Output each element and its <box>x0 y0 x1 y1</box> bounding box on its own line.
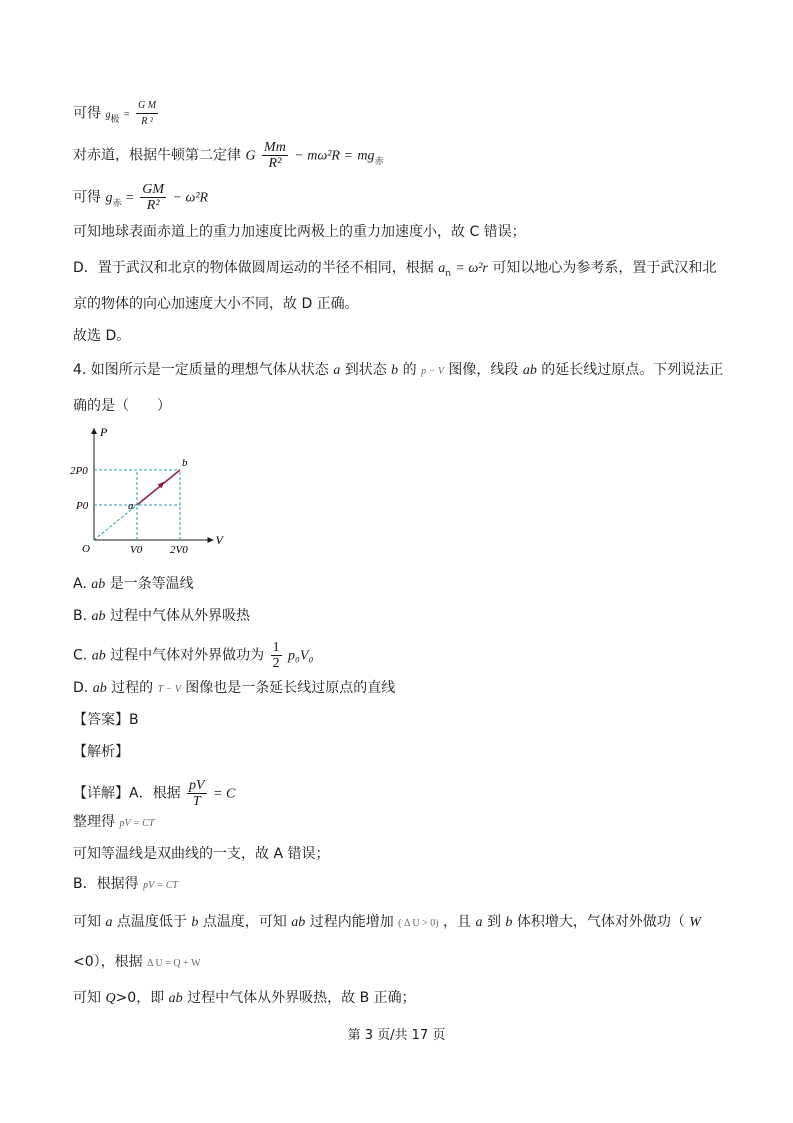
symbol: pV = CT <box>119 818 155 829</box>
option-a[interactable] <box>73 574 194 595</box>
denominator: R² <box>146 198 160 213</box>
text: 可知以地心为参考系，置于武汉和北 <box>492 260 717 276</box>
subscript: 赤 <box>374 156 384 167</box>
symbol: ab <box>291 915 306 930</box>
pv-chart <box>70 424 230 564</box>
detail-b-line4 <box>73 988 416 1009</box>
option-d[interactable] <box>73 678 395 700</box>
symbol: T − V <box>157 684 181 695</box>
numerator: G M <box>136 98 158 114</box>
denominator: T <box>192 794 201 809</box>
symbol: ab <box>522 363 537 378</box>
text: 可得 <box>73 189 101 206</box>
fraction-gm-r2 <box>140 182 166 213</box>
text: 整理得 <box>73 814 115 830</box>
symbol: ab <box>168 991 183 1006</box>
detail-b-line2 <box>73 912 701 934</box>
point-label-a: a <box>128 500 134 512</box>
symbol: b <box>191 915 199 930</box>
subscript: 极 <box>110 114 120 125</box>
text: D. <box>73 680 89 696</box>
symbol: p − V <box>421 366 444 377</box>
symbol: ab <box>92 681 107 696</box>
term: = ω²r <box>455 261 488 276</box>
line-gpole: 可得 $g_极$ = $\frac{\text{G M}}{\text{R ²}}$ <box>73 100 157 127</box>
symbol: G <box>245 148 256 164</box>
symbol: ab <box>91 609 106 624</box>
detail-b-line3 <box>73 952 200 974</box>
text: 过程中气体从外界吸热，故 B 正确； <box>187 990 416 1006</box>
fraction-mm-r2 <box>262 140 288 171</box>
text: 可得 <box>73 105 101 122</box>
text: 到 <box>486 914 501 930</box>
y-tick-2p0: 2P0 <box>70 465 88 477</box>
subscript: n <box>445 269 451 279</box>
text: 4. 如图所示是一定质量的理想气体从状态 <box>73 362 329 378</box>
text: <0），根据 <box>73 954 143 970</box>
term: = C <box>213 786 236 802</box>
symbol: ab <box>91 648 106 664</box>
text: B．根据得 <box>73 876 139 892</box>
text: 的延长线过原点。下列说法正 <box>541 362 724 378</box>
numerator: 1 <box>272 640 280 655</box>
text: 图像，线段 <box>448 362 519 378</box>
fraction-gm-r2 <box>136 98 158 129</box>
segment-ab <box>137 470 180 505</box>
symbol: a <box>475 915 483 930</box>
symbol: Q <box>105 991 116 1006</box>
detail-b <box>73 874 178 896</box>
question-4-line1 <box>73 360 723 382</box>
symbol: ab <box>91 577 106 592</box>
point-label-b: b <box>182 457 188 469</box>
text: 可知 <box>73 914 101 930</box>
numerator: GM <box>142 182 165 197</box>
denominator: 2 <box>272 656 280 671</box>
x-tick-v0: V0 <box>130 544 143 556</box>
detail-a <box>73 778 235 809</box>
text: >0，即 <box>115 990 165 1006</box>
origin-label: O <box>82 543 90 555</box>
numerator: pV <box>189 778 205 793</box>
text: 体积增大，气体对外做功（ <box>516 914 685 930</box>
text: 【详解】A．根据 <box>73 785 181 802</box>
line-gequator: 可得 $g_赤$ = $\frac{GM}{\text{R²}}$ − ω²R <box>73 182 209 213</box>
text: 过程内能增加 <box>309 914 394 930</box>
text: A. <box>73 576 87 592</box>
symbol: W <box>689 915 701 930</box>
y-axis-label: P <box>100 425 108 439</box>
symbol: g <box>105 190 113 206</box>
text: B. <box>73 608 88 624</box>
symbol: b <box>505 915 513 930</box>
fraction-pv-t <box>187 778 207 809</box>
x-tick-2v0: 2V0 <box>170 544 188 556</box>
text: 是一条等温线 <box>109 576 194 592</box>
line-conclusion-c: 可知地球表面赤道上的重力加速度比两极上的重力加速度小，故 C 错误； <box>73 224 526 240</box>
subscript: 赤 <box>112 198 122 209</box>
isotherm-line: 可知等温线是双曲线的一支，故 A 错误； <box>73 846 330 862</box>
y-tick-p0: P0 <box>76 500 89 512</box>
option-c[interactable] <box>73 640 313 671</box>
text: 过程的 <box>111 680 154 696</box>
symbol: a <box>438 261 446 276</box>
symbol: pV = CT <box>143 880 178 891</box>
symbol: g <box>105 109 111 121</box>
text: 过程中气体对外界做功为 <box>110 647 265 664</box>
symbol: b <box>391 363 399 378</box>
symbol: ( Δ U > 0) <box>398 918 439 929</box>
text: 可知 <box>73 990 101 1006</box>
symbol: a <box>333 363 341 378</box>
term: − ω²R <box>172 190 209 206</box>
arrange-line <box>73 812 154 834</box>
text: 点温度，可知 <box>202 914 287 930</box>
line-option-d <box>73 258 716 280</box>
denominator: R² <box>268 156 282 171</box>
symbol: a <box>105 915 113 930</box>
text: 过程中气体从外界吸热 <box>109 608 250 624</box>
text: C. <box>73 647 88 664</box>
line-equator-newton <box>73 140 384 171</box>
option-b[interactable] <box>73 606 250 627</box>
numerator: Mm <box>264 140 286 155</box>
text: D．置于武汉和北京的物体做圆周运动的半径不相同，根据 <box>73 260 434 276</box>
text: 图像也是一条延长线过原点的直线 <box>185 680 396 696</box>
denominator: R ² <box>141 116 153 127</box>
fraction-half <box>271 640 282 671</box>
text: 对赤道，根据牛顿第二定律 <box>73 147 241 164</box>
line-choose-d: 故选 D。 <box>73 328 131 344</box>
x-axis-label: V <box>215 533 223 547</box>
analysis-heading: 【解析】 <box>73 744 129 760</box>
line-d-cont: 京的物体的向心加速度大小不同，故 D 正确。 <box>73 296 359 312</box>
answer: 【答案】B <box>73 712 139 728</box>
text: 的 <box>402 362 417 378</box>
symbol: Δ U = Q + W <box>147 958 201 969</box>
text: 点温度低于 <box>116 914 187 930</box>
question-4-line2: 确的是（ ） <box>73 398 171 414</box>
term: p₀V₀ <box>288 648 314 664</box>
page-footer: 第 3 页/共 17 页 <box>347 1028 446 1043</box>
text: 到状态 <box>344 362 387 378</box>
term: mg <box>357 148 375 164</box>
term: − mω²R = <box>294 148 353 164</box>
text: ，且 <box>443 914 472 930</box>
